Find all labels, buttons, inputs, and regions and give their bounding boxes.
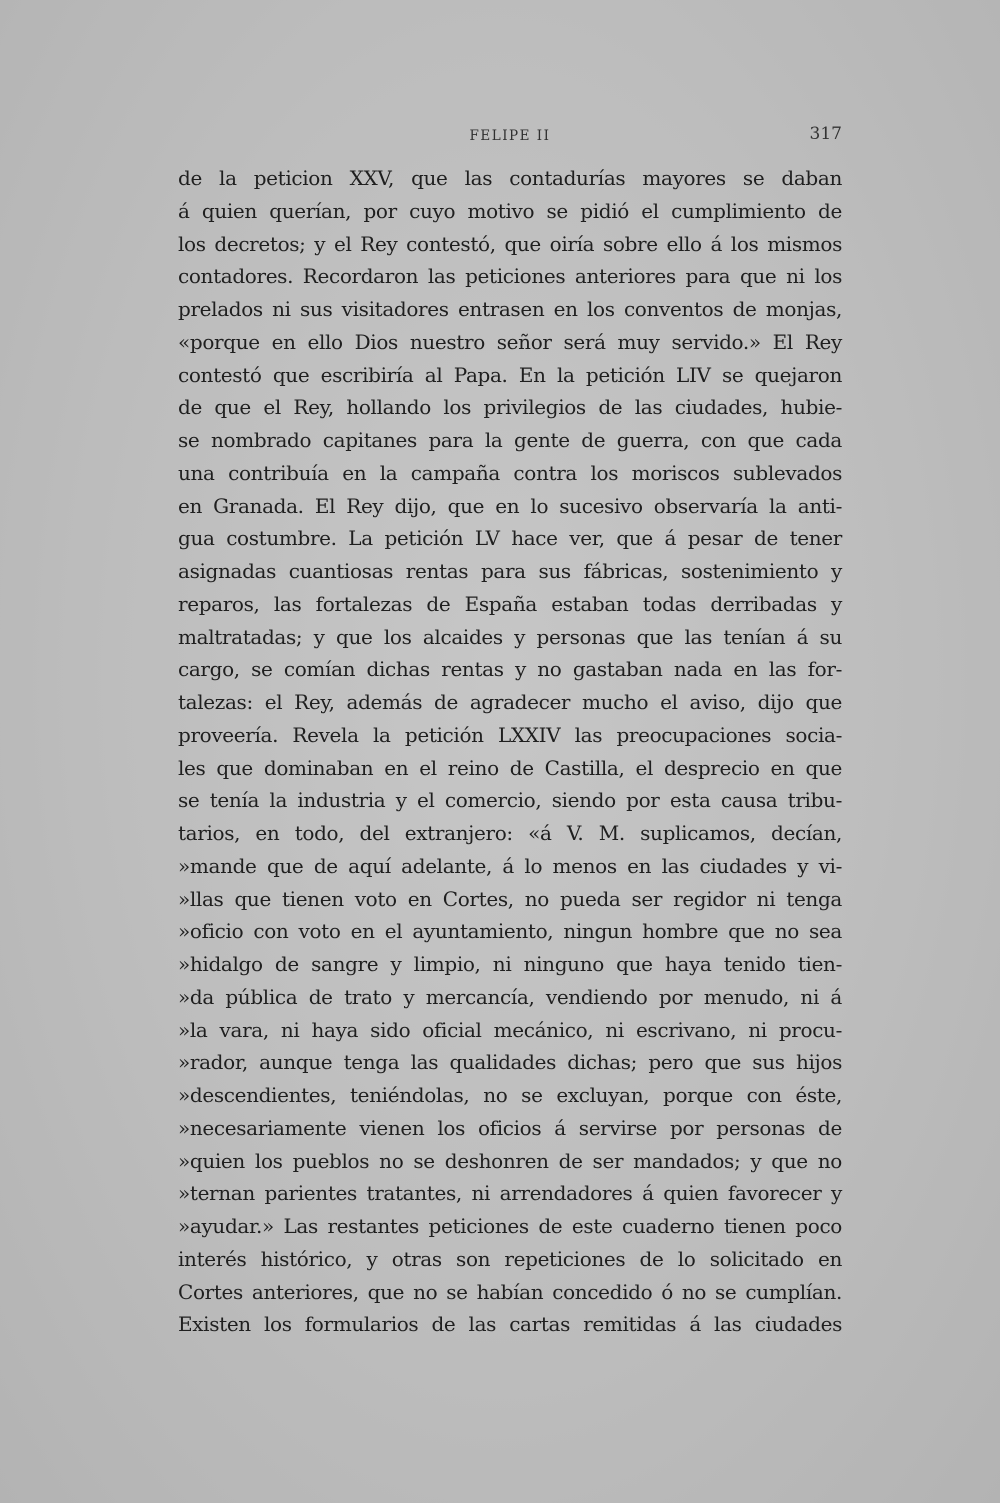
text-line: »ternan parientes tratantes, ni arrendadores á quien favorecer y: [178, 1181, 842, 1206]
text-line: de que el Rey, hollando los privilegios de las ciudades, hubie-: [178, 395, 842, 420]
text-line: »la vara, ni haya sido oficial mecánico, ni escrivano, ni procu-: [178, 1017, 842, 1042]
text-line: »oficio con voto en el ayuntamiento, ningun hombre que no sea: [178, 919, 842, 944]
text-line: prelados ni sus visitadores entrasen en los conventos de monjas,: [178, 297, 842, 321]
text-line: una contribuía en la campaña contra los moriscos sublevados: [178, 460, 842, 485]
text-line: contadores. Recordaron las peticiones anteriores para que ni los: [178, 264, 842, 289]
text-line: »ayudar.» Las restantes peticiones de este cuaderno tienen poco: [178, 1214, 842, 1238]
text-line: asignadas cuantiosas rentas para sus fábricas, sostenimiento y: [178, 559, 842, 583]
text-line: «porque en ello Dios nuestro señor será muy servido.» El Rey: [178, 329, 842, 354]
text-line: gua costumbre. La petición LV hace ver, que á pesar de tener: [178, 526, 842, 551]
text-line: maltratadas; y que los alcaides y personas que las tenían á su: [178, 624, 842, 649]
text-line: cargo, se comían dichas rentas y no gastaban nada en las for-: [178, 657, 842, 682]
text-line: reparos, las fortalezas de España estaban todas derribadas y: [178, 591, 842, 616]
page-header: [178, 124, 842, 158]
text-line: »llas que tienen voto en Cortes, no pueda ser regidor ni tenga: [178, 886, 842, 911]
text-line: interés histórico, y otras son repeticiones de lo solicitado en: [178, 1246, 842, 1271]
text-line: »rador, aunque tenga las qualidades dichas; pero que sus hijos: [178, 1050, 842, 1075]
text-line: »quien los pueblos no se deshonren de ser mandados; y que no: [178, 1148, 842, 1173]
running-head: FELIPE II: [469, 128, 551, 144]
text-line: les que dominaban en el reino de Castilla, el desprecio en que: [178, 755, 842, 780]
page-number: 317: [809, 124, 842, 144]
text-line: de la peticion XXV, que las contadurías mayores se daban: [178, 166, 842, 190]
text-line: se tenía la industria y el comercio, siendo por esta causa tribu-: [178, 788, 842, 813]
text-line: se nombrado capitanes para la gente de guerra, con que cada: [178, 428, 842, 452]
text-line: contestó que escribiría al Papa. En la petición LIV se quejaron: [178, 362, 842, 387]
text-line: »mande que de aquí adelante, á lo menos en las ciudades y vi-: [178, 853, 842, 878]
text-line: »necesariamente vienen los oficios á servirse por personas de: [178, 1115, 842, 1140]
text-line: á quien querían, por cuyo motivo se pidió el cumplimiento de: [178, 198, 842, 223]
text-line: proveería. Revela la petición LXXIV las preocupaciones socia-: [178, 722, 842, 747]
text-line: »hidalgo de sangre y limpio, ni ninguno que haya tenido tien-: [178, 952, 842, 976]
text-line: talezas: el Rey, además de agradecer mucho el aviso, dijo que: [178, 690, 842, 714]
text-line: los decretos; y el Rey contestó, que oiría sobre ello á los mismos: [178, 231, 842, 256]
body-text: [178, 162, 842, 1341]
text-line: »da pública de trato y mercancía, vendiendo por menudo, ni á: [178, 984, 842, 1009]
text-line: Cortes anteriores, que no se habían concedido ó no se cumplían.: [178, 1279, 842, 1304]
text-line: tarios, en todo, del extranjero: «á V. M. suplicamos, decían,: [178, 821, 842, 845]
text-line: Existen los formularios de las cartas remitidas á las ciudades: [178, 1312, 842, 1337]
text-line: »descendientes, teniéndolas, no se excluyan, porque con éste,: [178, 1083, 842, 1107]
text-line: en Granada. El Rey dijo, que en lo sucesivo observaría la anti-: [178, 493, 842, 518]
